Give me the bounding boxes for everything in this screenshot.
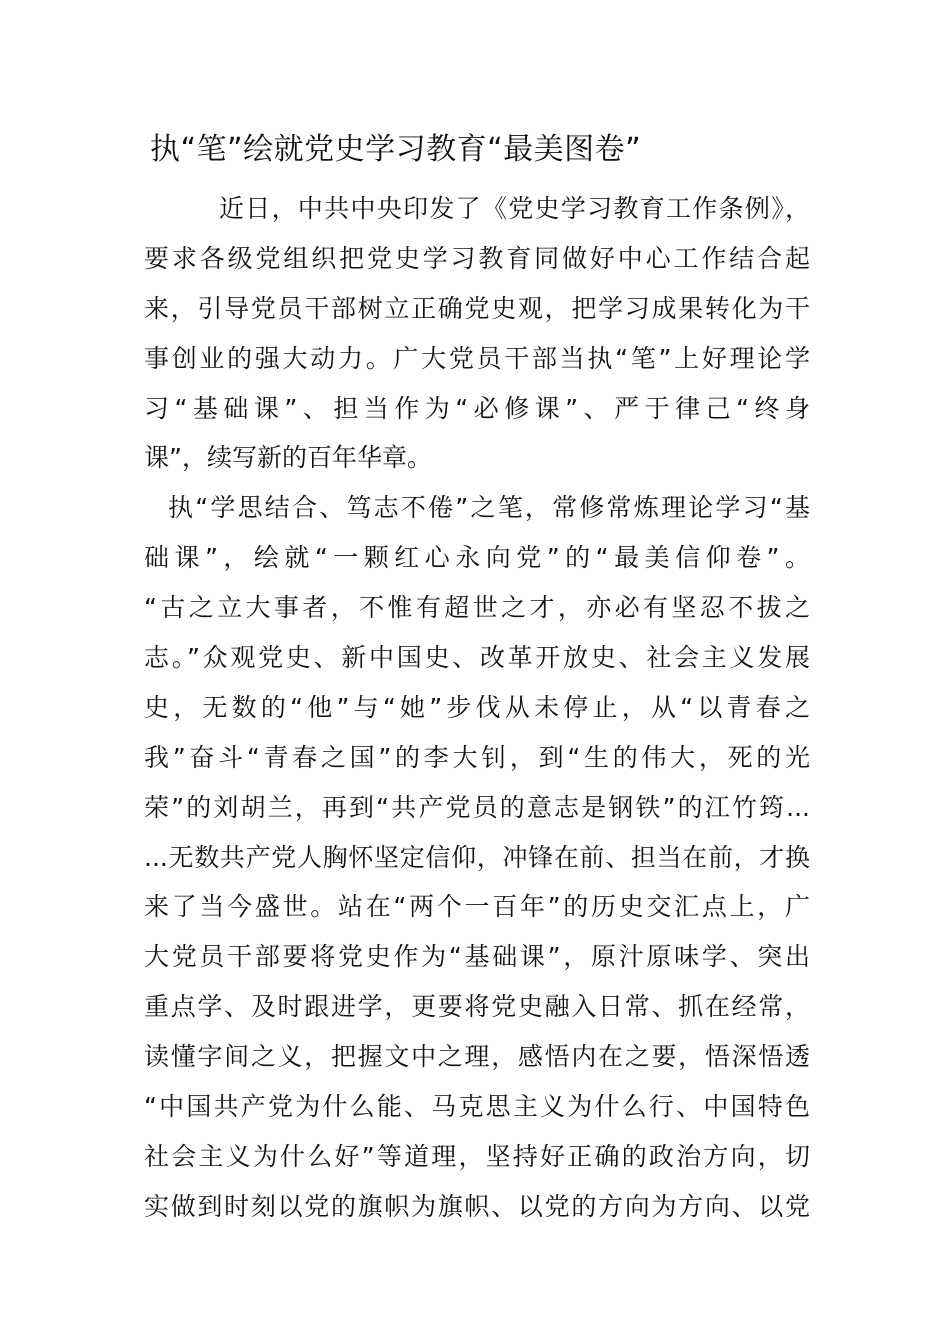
text-line: 荣”的刘胡兰，再到“共产党员的意志是钢铁”的江竹筠... [144, 792, 810, 822]
text-line: “古之立大事者，不惟有超世之才，亦必有坚忍不拔之 [144, 593, 810, 623]
text-line: 来了当今盛世。站在“两个一百年”的历史交汇点上，广 [144, 892, 810, 922]
text-line: 课”，续写新的百年华章。 [144, 443, 432, 473]
text-line: 大党员干部要将党史作为“基础课”，原汁原味学、突出 [144, 942, 810, 972]
text-line: 执“学思结合、笃志不倦”之笔，常修常炼理论学习“基 [168, 493, 810, 523]
text-line: 读懂字间之义，把握文中之理，感悟内在之要，悟深悟透 [144, 1042, 810, 1072]
document-body [144, 184, 810, 1232]
text-line: 事创业的强大动力。广大党员干部当执“笔”上好理论学 [144, 343, 810, 373]
text-line: 来，引导党员干部树立正确党史观，把学习成果转化为干 [144, 293, 810, 323]
text-line: 社会主义为什么好”等道理，坚持好正确的政治方向，切 [144, 1141, 810, 1171]
text-line: 习“基础课”、担当作为“必修课”、严于律己“终身 [144, 393, 810, 423]
text-line: 志。”众观党史、新中国史、改革开放史、社会主义发展 [144, 643, 810, 673]
text-line: 重点学、及时跟进学，更要将党史融入日常、抓在经常， [144, 992, 810, 1022]
text-line: 要求各级党组织把党史学习教育同做好中心工作结合起 [144, 243, 810, 273]
text-line: 史，无数的“他”与“她”步伐从未停止，从“以青春之 [144, 692, 810, 722]
text-line: “中国共产党为什么能、马克思主义为什么行、中国特色 [144, 1092, 810, 1122]
text-line: 我”奋斗“青春之国”的李大钊，到“生的伟大，死的光 [144, 742, 810, 772]
text-line: 实做到时刻以党的旗帜为旗帜、以党的方向为方向、以党 [144, 1191, 810, 1221]
text-line: ...无数共产党人胸怀坚定信仰，冲锋在前、担当在前，才换 [144, 842, 810, 872]
document-title: 执“笔”绘就党史学习教育“最美图卷” [150, 132, 642, 167]
text-line: 础课”，绘就“一颗红心永向党”的“最美信仰卷”。 [144, 543, 810, 573]
text-line: 近日，中共中央印发了《党史学习教育工作条例》， [219, 194, 810, 223]
